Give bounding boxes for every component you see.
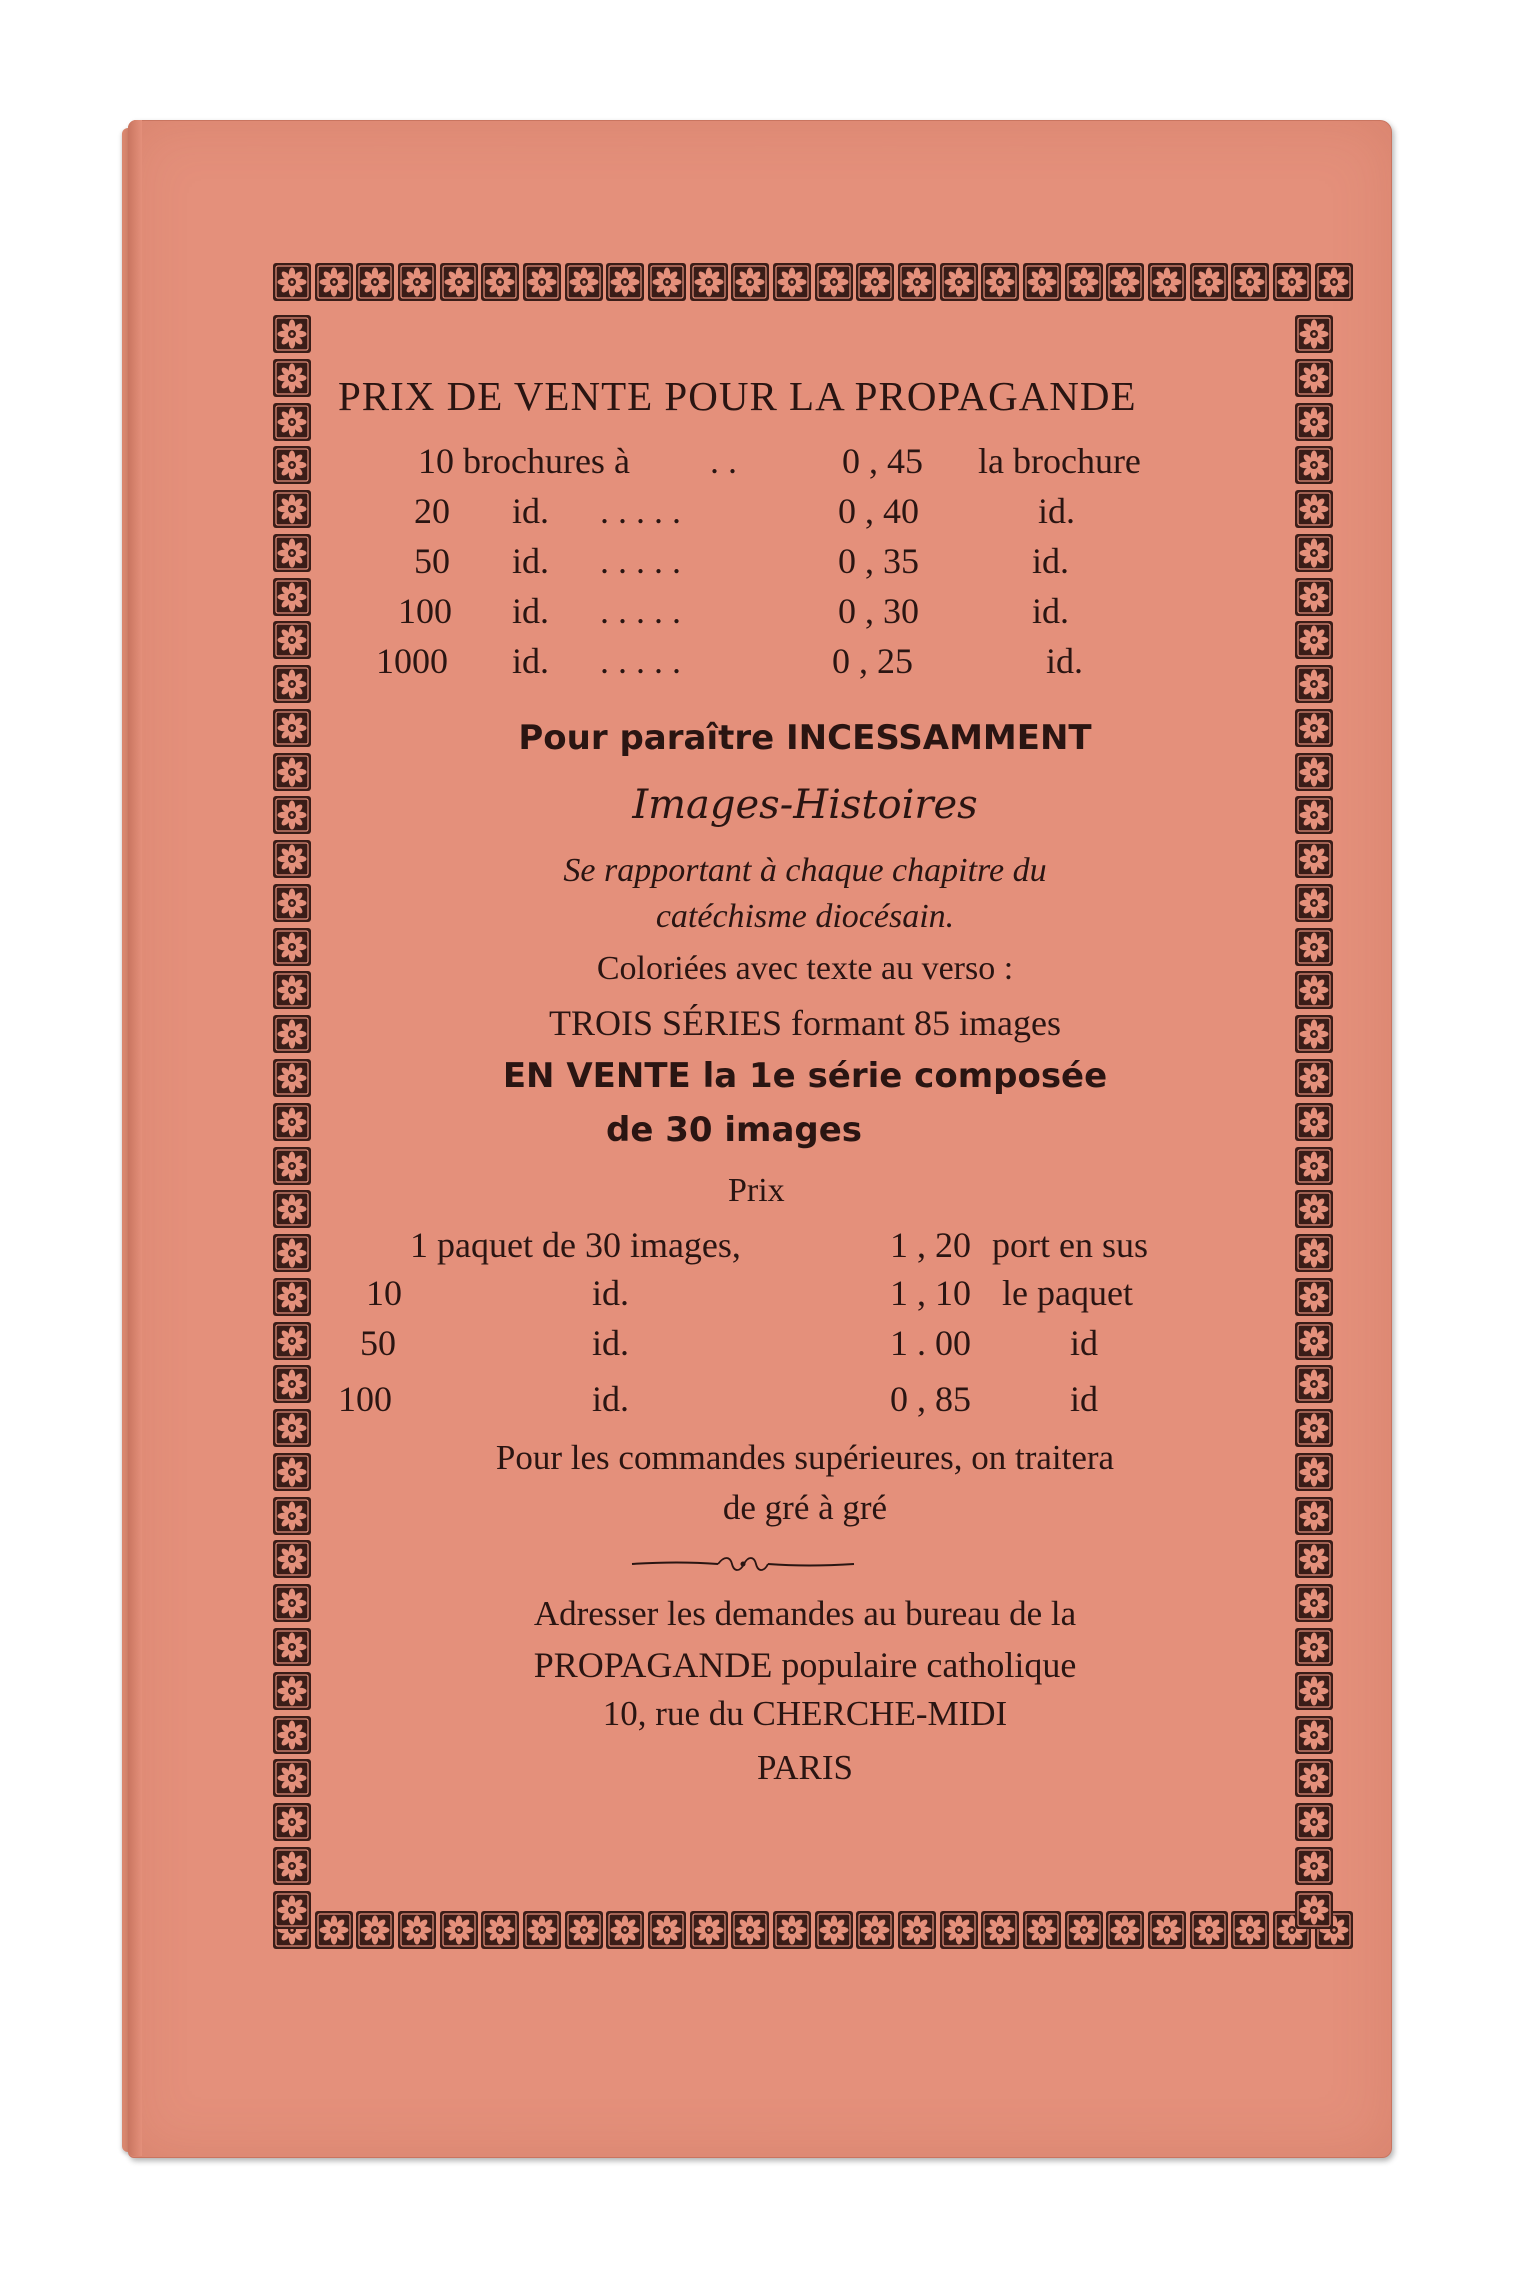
rosette-ornament-icon xyxy=(689,262,729,302)
rosette-ornament-icon xyxy=(1022,1910,1062,1950)
rosette-ornament-icon xyxy=(272,1758,312,1798)
table-row xyxy=(330,540,1280,588)
rosette-ornament-icon xyxy=(1294,1539,1334,1579)
rosette-ornament-icon xyxy=(605,262,645,302)
table-row xyxy=(330,490,1280,538)
rosette-ornament-icon xyxy=(1294,533,1334,573)
rosette-ornament-icon xyxy=(980,262,1020,302)
rosette-ornament-icon xyxy=(272,795,312,835)
table-row xyxy=(330,440,1280,488)
rosette-ornament-icon xyxy=(689,1910,729,1950)
rosette-ornament-icon xyxy=(272,1715,312,1755)
rosette-ornament-icon xyxy=(1294,1627,1334,1667)
price-label: id. xyxy=(592,1323,630,1363)
rosette-ornament-icon xyxy=(272,577,312,617)
announcement-prefix: Pour paraître xyxy=(518,718,775,758)
address-line-2: PROPAGANDE populaire catholique xyxy=(533,1645,1077,1685)
price-unit: id. xyxy=(1032,591,1070,631)
rosette-ornament-icon xyxy=(272,1846,312,1886)
rosette-ornament-icon xyxy=(355,1910,395,1950)
table-row xyxy=(330,1322,1280,1370)
rosette-ornament-icon xyxy=(1294,1146,1334,1186)
rosette-ornament-icon xyxy=(1147,262,1187,302)
price-value: 0 , 25 xyxy=(832,641,913,681)
rosette-ornament-icon xyxy=(1294,1715,1334,1755)
rosette-ornament-icon xyxy=(272,1277,312,1317)
rosette-border-bottom xyxy=(272,1910,1354,1950)
rosette-ornament-icon xyxy=(397,262,437,302)
price-dots: . . . . . xyxy=(600,641,681,681)
rosette-ornament-icon xyxy=(772,262,812,302)
rosette-ornament-icon xyxy=(1230,262,1270,302)
rosette-ornament-icon xyxy=(814,1910,854,1950)
rosette-ornament-icon xyxy=(272,262,312,302)
rosette-ornament-icon xyxy=(272,1627,312,1667)
rosette-ornament-icon xyxy=(1294,664,1334,704)
rosette-ornament-icon xyxy=(272,839,312,879)
rosette-ornament-icon xyxy=(1294,970,1334,1010)
rosette-ornament-icon xyxy=(522,1910,562,1950)
rosette-ornament-icon xyxy=(730,262,770,302)
price-value: 0 , 45 xyxy=(842,441,923,481)
rosette-ornament-icon xyxy=(1189,1910,1229,1950)
flourish-divider-icon xyxy=(628,1552,858,1576)
rosette-border-top xyxy=(272,262,1354,302)
rosette-ornament-icon xyxy=(272,1583,312,1623)
price-value: 1 . 00 xyxy=(890,1323,971,1363)
rosette-ornament-icon xyxy=(1294,489,1334,529)
rosette-ornament-icon xyxy=(272,1321,312,1361)
rosette-ornament-icon xyxy=(1272,262,1312,302)
rosette-ornament-icon xyxy=(939,262,979,302)
price-dots: . . . . . xyxy=(600,491,681,531)
rosette-ornament-icon xyxy=(272,1452,312,1492)
rosette-ornament-icon xyxy=(1294,1014,1334,1054)
rosette-ornament-icon xyxy=(1294,1321,1334,1361)
table-row xyxy=(330,1378,1280,1426)
rosette-ornament-icon xyxy=(1294,839,1334,879)
rosette-ornament-icon xyxy=(1230,1910,1270,1950)
rosette-ornament-icon xyxy=(439,1910,479,1950)
rosette-ornament-icon xyxy=(1294,1233,1334,1273)
rosette-ornament-icon xyxy=(272,314,312,354)
table-row xyxy=(330,590,1280,638)
rosette-ornament-icon xyxy=(1064,262,1104,302)
packet-prices-heading: Prix xyxy=(728,1172,785,1209)
price-unit: id xyxy=(1070,1323,1099,1363)
price-label: id. xyxy=(512,641,550,681)
rosette-ornament-icon xyxy=(272,1058,312,1098)
price-qty: 10 brochures à xyxy=(418,441,630,481)
rosette-ornament-icon xyxy=(272,1408,312,1448)
price-qty: 50 xyxy=(360,1323,396,1363)
address-city: PARIS xyxy=(757,1748,853,1787)
description-line-2: catéchisme diocésain. xyxy=(655,898,955,935)
price-dots: . . . . . xyxy=(600,591,681,631)
table-row xyxy=(330,640,1280,688)
rosette-ornament-icon xyxy=(1314,262,1354,302)
rosette-ornament-icon xyxy=(1189,262,1229,302)
rosette-ornament-icon xyxy=(564,1910,604,1950)
price-unit: id. xyxy=(1032,541,1070,581)
rosette-ornament-icon xyxy=(272,1671,312,1711)
price-unit: id. xyxy=(1038,491,1076,531)
rosette-ornament-icon xyxy=(272,445,312,485)
price-qty: 1000 xyxy=(376,641,448,681)
rosette-ornament-icon xyxy=(272,1233,312,1273)
price-dots: . . xyxy=(710,441,737,481)
colored-note: Coloriées avec texte au verso : xyxy=(596,950,1014,987)
announcement-emphasis: INCESSAMMENT xyxy=(786,718,1092,758)
price-unit: la brochure xyxy=(978,441,1141,481)
rosette-ornament-icon xyxy=(272,1496,312,1536)
rosette-ornament-icon xyxy=(314,1910,354,1950)
rosette-ornament-icon xyxy=(1294,620,1334,660)
price-dots: . . . . . xyxy=(600,541,681,581)
rosette-ornament-icon xyxy=(897,262,937,302)
sale-line-1: EN VENTE la 1e série composée xyxy=(502,1056,1108,1096)
price-label: id. xyxy=(512,491,550,531)
rosette-ornament-icon xyxy=(1294,1890,1334,1930)
rosette-ornament-icon xyxy=(1294,1452,1334,1492)
rosette-ornament-icon xyxy=(1294,1583,1334,1623)
rosette-ornament-icon xyxy=(1294,1058,1334,1098)
rosette-ornament-icon xyxy=(272,1189,312,1229)
rosette-ornament-icon xyxy=(1105,1910,1145,1950)
rosette-ornament-icon xyxy=(772,1910,812,1950)
booklet-spine xyxy=(128,120,142,2156)
rosette-ornament-icon xyxy=(1105,262,1145,302)
rosette-ornament-icon xyxy=(272,970,312,1010)
rosette-ornament-icon xyxy=(272,1539,312,1579)
announcement-line xyxy=(330,718,1280,758)
rosette-ornament-icon xyxy=(897,1910,937,1950)
price-unit: id. xyxy=(1046,641,1084,681)
rosette-ornament-icon xyxy=(439,262,479,302)
rosette-ornament-icon xyxy=(1294,445,1334,485)
price-label: id. xyxy=(512,541,550,581)
price-value: 1 , 10 xyxy=(890,1273,971,1313)
rosette-ornament-icon xyxy=(1294,402,1334,442)
price-qty: 100 xyxy=(398,591,452,631)
rosette-ornament-icon xyxy=(272,533,312,573)
rosette-border-left xyxy=(272,314,312,1930)
price-value: 0 , 35 xyxy=(838,541,919,581)
rosette-border-right xyxy=(1294,314,1334,1930)
rosette-ornament-icon xyxy=(1294,577,1334,617)
rosette-ornament-icon xyxy=(1294,1671,1334,1711)
rosette-ornament-icon xyxy=(272,708,312,748)
rosette-ornament-icon xyxy=(272,883,312,923)
rosette-ornament-icon xyxy=(272,1890,312,1930)
rosette-ornament-icon xyxy=(855,1910,895,1950)
rosette-ornament-icon xyxy=(1294,1846,1334,1886)
rosette-ornament-icon xyxy=(272,1102,312,1142)
rosette-ornament-icon xyxy=(1294,1408,1334,1448)
price-unit: id xyxy=(1070,1379,1099,1419)
rosette-ornament-icon xyxy=(855,262,895,302)
rosette-ornament-icon xyxy=(272,1802,312,1842)
rosette-ornament-icon xyxy=(272,927,312,967)
price-qty: 50 xyxy=(414,541,450,581)
rosette-ornament-icon xyxy=(272,358,312,398)
rosette-ornament-icon xyxy=(1294,1277,1334,1317)
rosette-ornament-icon xyxy=(1294,1758,1334,1798)
rosette-ornament-icon xyxy=(647,262,687,302)
price-label: id. xyxy=(592,1379,630,1419)
price-qty: 1 paquet de 30 images, xyxy=(410,1225,741,1265)
price-value: 0 , 40 xyxy=(838,491,919,531)
table-row xyxy=(330,1224,1280,1272)
price-label: id. xyxy=(512,591,550,631)
rosette-ornament-icon xyxy=(1294,314,1334,354)
rosette-ornament-icon xyxy=(1294,1802,1334,1842)
rosette-ornament-icon xyxy=(1294,1102,1334,1142)
rosette-ornament-icon xyxy=(564,262,604,302)
table-row xyxy=(330,1272,1280,1320)
price-unit: le paquet xyxy=(1002,1273,1133,1313)
rosette-ornament-icon xyxy=(730,1910,770,1950)
orders-note-line-2: de gré à gré xyxy=(722,1488,888,1527)
rosette-ornament-icon xyxy=(814,262,854,302)
price-qty: 100 xyxy=(338,1379,392,1419)
description-line-1: Se rapportant à chaque chapitre du xyxy=(563,852,1047,889)
rosette-ornament-icon xyxy=(272,620,312,660)
rosette-ornament-icon xyxy=(272,664,312,704)
rosette-ornament-icon xyxy=(522,262,562,302)
price-unit: port en sus xyxy=(992,1225,1148,1265)
price-value: 0 , 30 xyxy=(838,591,919,631)
rosette-ornament-icon xyxy=(272,402,312,442)
rosette-ornament-icon xyxy=(272,1364,312,1404)
orders-note-line-1: Pour les commandes supérieures, on traitera xyxy=(495,1438,1115,1477)
rosette-ornament-icon xyxy=(1022,262,1062,302)
rosette-ornament-icon xyxy=(397,1910,437,1950)
rosette-ornament-icon xyxy=(480,262,520,302)
rosette-ornament-icon xyxy=(355,262,395,302)
rosette-ornament-icon xyxy=(1147,1910,1187,1950)
rosette-ornament-icon xyxy=(647,1910,687,1950)
rosette-ornament-icon xyxy=(272,489,312,529)
address-line-1: Adresser les demandes au bureau de la xyxy=(533,1594,1077,1633)
images-histoires-title: Images-Histoires xyxy=(632,782,978,828)
rosette-ornament-icon xyxy=(272,1014,312,1054)
rosette-ornament-icon xyxy=(1294,708,1334,748)
price-value: 0 , 85 xyxy=(890,1379,971,1419)
price-qty: 10 xyxy=(366,1273,402,1313)
rosette-ornament-icon xyxy=(1294,927,1334,967)
rosette-ornament-icon xyxy=(1294,752,1334,792)
rosette-ornament-icon xyxy=(314,262,354,302)
rosette-ornament-icon xyxy=(1294,358,1334,398)
address-line-3: 10, rue du CHERCHE-MIDI xyxy=(602,1694,1008,1733)
rosette-ornament-icon xyxy=(480,1910,520,1950)
sale-line-2: de 30 images xyxy=(606,1110,863,1150)
price-value: 1 , 20 xyxy=(890,1225,971,1265)
series-note: TROIS SÉRIES formant 85 images xyxy=(549,1003,1061,1043)
rosette-ornament-icon xyxy=(1064,1910,1104,1950)
rosette-ornament-icon xyxy=(605,1910,645,1950)
rosette-ornament-icon xyxy=(1294,1189,1334,1229)
rosette-ornament-icon xyxy=(272,752,312,792)
price-qty: 20 xyxy=(414,491,450,531)
rosette-ornament-icon xyxy=(1294,1364,1334,1404)
rosette-ornament-icon xyxy=(1294,1496,1334,1536)
rosette-ornament-icon xyxy=(1294,883,1334,923)
rosette-ornament-icon xyxy=(1294,795,1334,835)
price-label: id. xyxy=(592,1273,630,1313)
rosette-ornament-icon xyxy=(939,1910,979,1950)
page-heading: PRIX DE VENTE POUR LA PROPAGANDE xyxy=(338,373,1137,419)
rosette-ornament-icon xyxy=(272,1146,312,1186)
rosette-ornament-icon xyxy=(980,1910,1020,1950)
